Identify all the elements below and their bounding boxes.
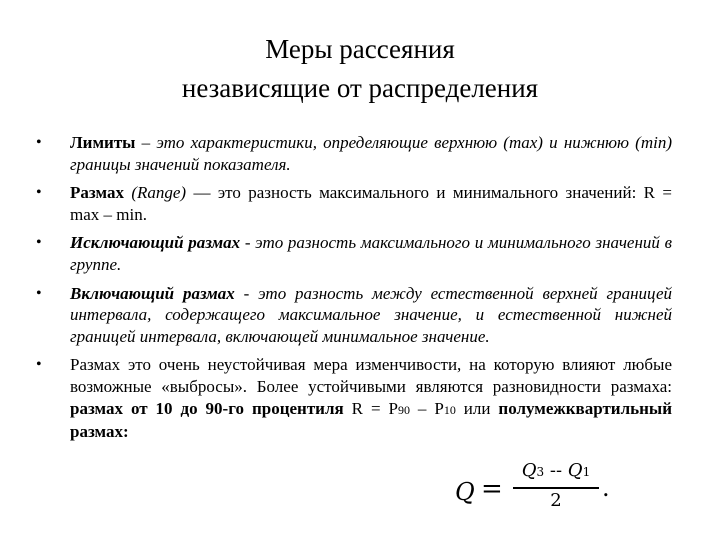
- term-range: Размах: [70, 183, 124, 203]
- list-item-inclusive-range: [36, 283, 672, 348]
- formula-lhs: Q: [455, 478, 475, 506]
- term-inclusive-range: Включающий размах: [70, 283, 235, 303]
- stability-text: Размах это очень неустойчивая мера изменчивости, на которую влияют любые возможные «выбросы». Более устойчивыми являются разновидности размаха:: [70, 355, 672, 396]
- bullet-icon: •: [36, 284, 42, 302]
- def-exclusive-range: - это разность максимального и минимального значений в группе.: [70, 233, 672, 274]
- term-range-en: (Range): [123, 183, 187, 203]
- bullet-icon: •: [36, 356, 42, 374]
- bullet-icon: •: [36, 184, 42, 202]
- percentile-formula-minus: – P: [409, 398, 444, 418]
- q1-symbol: Q: [567, 460, 583, 481]
- formula-numerator: [513, 460, 599, 481]
- def-limits: – это характеристики, определяющие верхнюю (max) и нижнюю (min) границы значений показателя.: [70, 133, 672, 174]
- percentile-formula-r: R = P: [343, 398, 398, 418]
- list-item-limits: [36, 132, 672, 175]
- q1-subscript: 1: [582, 465, 591, 479]
- formula-denominator: 2: [550, 490, 562, 511]
- p90-subscript: 90: [397, 402, 410, 417]
- slide-title: [0, 30, 720, 108]
- def-inclusive-range: - это разность между естественной верхней границей интервала, содержащего максимальное значение, и естественной нижней границей интервала, включающей минимальное значение.: [70, 283, 672, 346]
- q3-subscript: 3: [536, 465, 545, 479]
- def-range: — это разность максимального и минимального значений: R = max – min.: [70, 183, 672, 224]
- percentile-range-term: размах от 10 до 90-го процентиля: [70, 398, 344, 418]
- semi-interquartile-formula: [455, 460, 615, 516]
- bullet-icon: •: [36, 134, 42, 151]
- list-item-range-stability: [36, 354, 672, 442]
- p10-subscript: 10: [443, 402, 456, 417]
- q3-symbol: Q: [521, 460, 537, 481]
- formula-minus: --: [544, 460, 568, 481]
- semi-interquartile-term: полумежквартильный размах:: [70, 398, 672, 442]
- list-item-range: [36, 182, 672, 225]
- bullet-icon: •: [36, 234, 42, 252]
- formula-equals: =: [481, 474, 503, 504]
- list-item-exclusive-range: [36, 232, 672, 275]
- title-line-2: независящие от распределения: [181, 73, 539, 103]
- bullet-list: [36, 132, 672, 450]
- title-line-1: Меры рассеяния: [265, 34, 455, 64]
- fraction-bar: [513, 487, 599, 489]
- term-exclusive-range: Исключающий размах: [70, 233, 241, 253]
- formula-period: .: [602, 474, 610, 502]
- or-text: или: [455, 398, 499, 418]
- term-limits: Лимиты: [70, 133, 136, 152]
